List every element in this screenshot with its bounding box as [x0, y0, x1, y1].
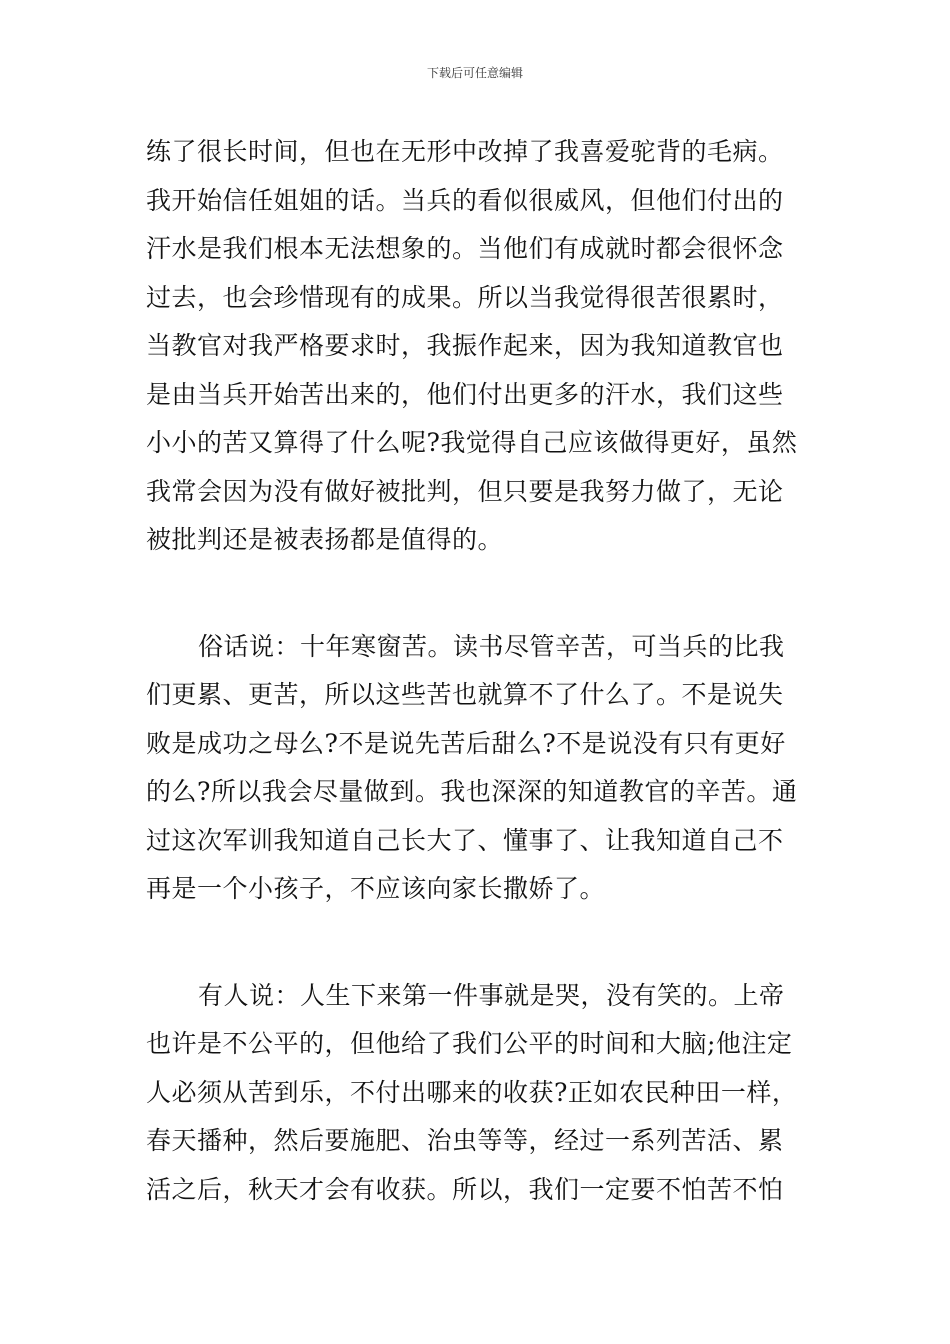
document-body [146, 128, 846, 1214]
paragraph-2 [146, 623, 846, 914]
text-line: 我常会因为没有做好被批判，但只要是我努力做了，无论 [146, 476, 784, 506]
text-line: 俗话说：十年寒窗苦。读书尽管辛苦，可当兵的比我 [198, 631, 785, 661]
paragraph-3 [146, 972, 846, 1215]
text-line: 汗水是我们根本无法想象的。当他们有成就时都会很怀念 [146, 234, 784, 263]
text-line: 再是一个小孩子，不应该向家长撒娇了。 [146, 874, 606, 903]
text-line: 的么?所以我会尽量做到。我也深深的知道教官的辛苦。通 [146, 777, 798, 806]
text-line: 我开始信任姐姐的话。当兵的看似很威风，但他们付出的 [146, 185, 784, 215]
text-line: 当教官对我严格要求时，我振作起来，因为我知道教官也 [146, 331, 784, 360]
text-line: 是由当兵开始苦出来的，他们付出更多的汗水，我们这些 [146, 379, 784, 409]
text-line: 过去，也会珍惜现有的成果。所以当我觉得很苦很累时， [146, 282, 784, 312]
text-line: 过这次军训我知道自己长大了、懂事了、让我知道自己不 [146, 825, 784, 855]
text-line: 人必须从苦到乐，不付出哪来的收获?正如农民种田一样， [146, 1077, 798, 1107]
text-line: 有人说：人生下来第一件事就是哭，没有笑的。上帝 [198, 980, 785, 1010]
page-header: 下载后可任意编辑 [426, 66, 523, 80]
text-line: 被批判还是被表扬都是值得的。 [146, 525, 504, 554]
text-line: 败是成功之母么?不是说先苦后甜么?不是说没有只有更好 [146, 728, 786, 758]
text-line: 春天播种，然后要施肥、治虫等等，经过一系列苦活、累 [146, 1126, 784, 1155]
text-line: 活之后，秋天才会有收获。所以，我们一定要不怕苦不怕 [146, 1174, 784, 1204]
paragraph-spacer [146, 914, 846, 972]
paragraph-1 [146, 128, 846, 565]
text-line: 也许是不公平的，但他给了我们公平的时间和大脑;他注定 [146, 1029, 793, 1058]
text-line: 小小的苦又算得了什么呢?我觉得自己应该做得更好，虽然 [146, 428, 798, 457]
paragraph-spacer [146, 565, 846, 623]
text-line: 们更累、更苦，所以这些苦也就算不了什么了。不是说失 [146, 680, 784, 709]
text-line: 练了很长时间，但也在无形中改掉了我喜爱驼背的毛病。 [146, 137, 784, 166]
